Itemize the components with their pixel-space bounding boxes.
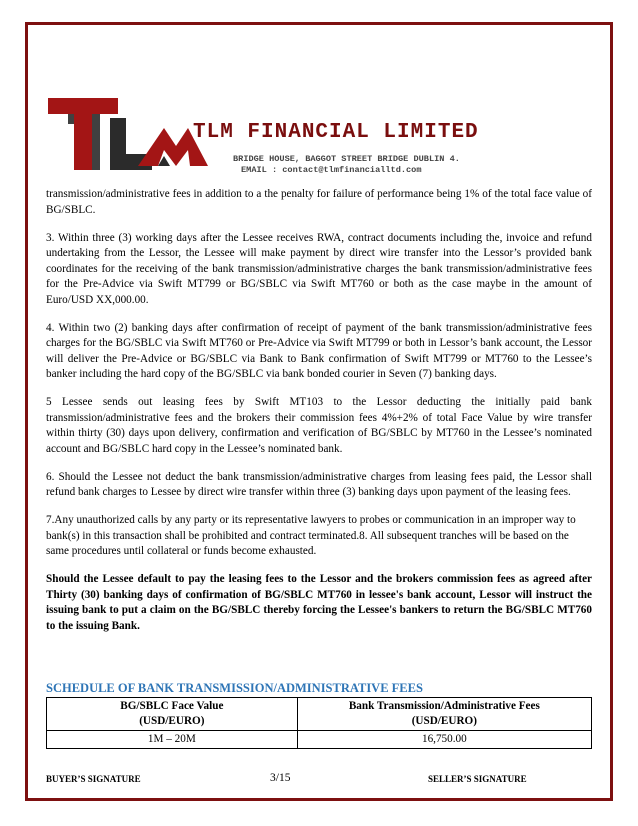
header-text: (USD/EURO)	[411, 715, 477, 727]
paragraph-7-8: 7.Any unauthorized calls by any party or its representative lawyers to probes or communication in an improper way to bank(s) in this transaction shall be prohibited and contract terminated.8. All subsequent tranches will be based on the same procedures until collateral or funds become exhausted.	[46, 514, 576, 557]
page-number: 3/15	[270, 772, 291, 784]
logo-shape-t	[48, 98, 118, 170]
address-line: BRIDGE HOUSE, BAGGOT STREET BRIDGE DUBLIN 4.	[233, 154, 460, 164]
header-text: Bank Transmission/Administrative Fees	[348, 700, 540, 712]
fees-table	[46, 697, 592, 749]
buyer-signature-label: BUYER’S SIGNATURE	[46, 774, 141, 784]
schedule-title: SCHEDULE OF BANK TRANSMISSION/ADMINISTRATIVE FEES	[46, 681, 423, 695]
seller-signature-label: SELLER’S SIGNATURE	[428, 774, 527, 784]
face-value-cell: 1M – 20M	[47, 731, 298, 749]
header-text: BG/SBLC Face Value	[120, 700, 224, 712]
paragraph-6: 6. Should the Lessee not deduct the bank transmission/administrative charges from leasing fees paid, the Lessor shall refund bank charges to Lessee by direct wire transfer within three (3) banking days upon payment of the leasing fees.	[46, 470, 592, 498]
email-line: EMAIL : contact@tlmfinancialltd.com	[241, 165, 422, 175]
document-body	[46, 187, 592, 647]
table-row	[47, 731, 592, 749]
paragraph-4: 4. Within two (2) banking days after confirmation of receipt of payment of the bank transmission/administrative fees charges for the BG/SBLC via Swift MT760 or Pre-Advice via Swift MT799 or both in Lessor’s bank account, the Lessor will deliver the Pre-Advice or BG/SBLC via Bank to Bank confirmation of Swift MT799 or MT760 to the Lessee’s banker including the hard copy of the BG/SBLC via bank bonded courier in Seven (7) banking days.	[46, 321, 592, 380]
paragraph-continuation: transmission/administrative fees in addition to a the penalty for failure of performance being 1% of the total face value of BG/SBLC.	[46, 188, 592, 216]
fee-header	[297, 698, 591, 731]
paragraph-3: 3. Within three (3) working days after the Lessee receives RWA, contract documents including the, invoice and refund undertaking from the Lessor, the Lessee will make payment by direct wire transfer into the Lessor’s provided bank coordinates for the receiving of the bank transmission/administrative charges the bank transmission/administrative fees for the Pre-Advice via Swift MT799 or BG/SBLC via Swift MT760 or both as the case maybe in the amount of Euro/USD XX,000.00.	[46, 231, 592, 306]
header-text: (USD/EURO)	[139, 715, 205, 727]
fee-cell: 16,750.00	[297, 731, 591, 749]
company-address	[233, 154, 460, 176]
paragraph-5: 5 Lessee sends out leasing fees by Swift MT103 to the Lessor deducting the initially paid bank transmission/administrative fees and the brokers their commission fees 4%+2% of total Face Value by wire transfer within thirty (30) days upon delivery, confirmation and verification of BG/SBLC by MT760 in the Lessee’s nominated account and BG/SBLC hard copy in the Lessee’s nominated bank.	[46, 396, 592, 455]
company-name: TLM FINANCIAL LIMITED	[193, 121, 479, 144]
table-header-row	[47, 698, 592, 731]
default-clause: Should the Lessee default to pay the leasing fees to the Lessor and the brokers commission fees as agreed after Thirty (30) banking days of confirmation of BG/SBLC MT760 in lessee's bank account, Lessor will instruct the issuing bank to put a claim on the BG/SBLC thereby forcing the Lessee's bankers to return the BG/SBLC MT760 to the issuing Bank.	[46, 573, 592, 632]
face-value-header	[47, 698, 298, 731]
